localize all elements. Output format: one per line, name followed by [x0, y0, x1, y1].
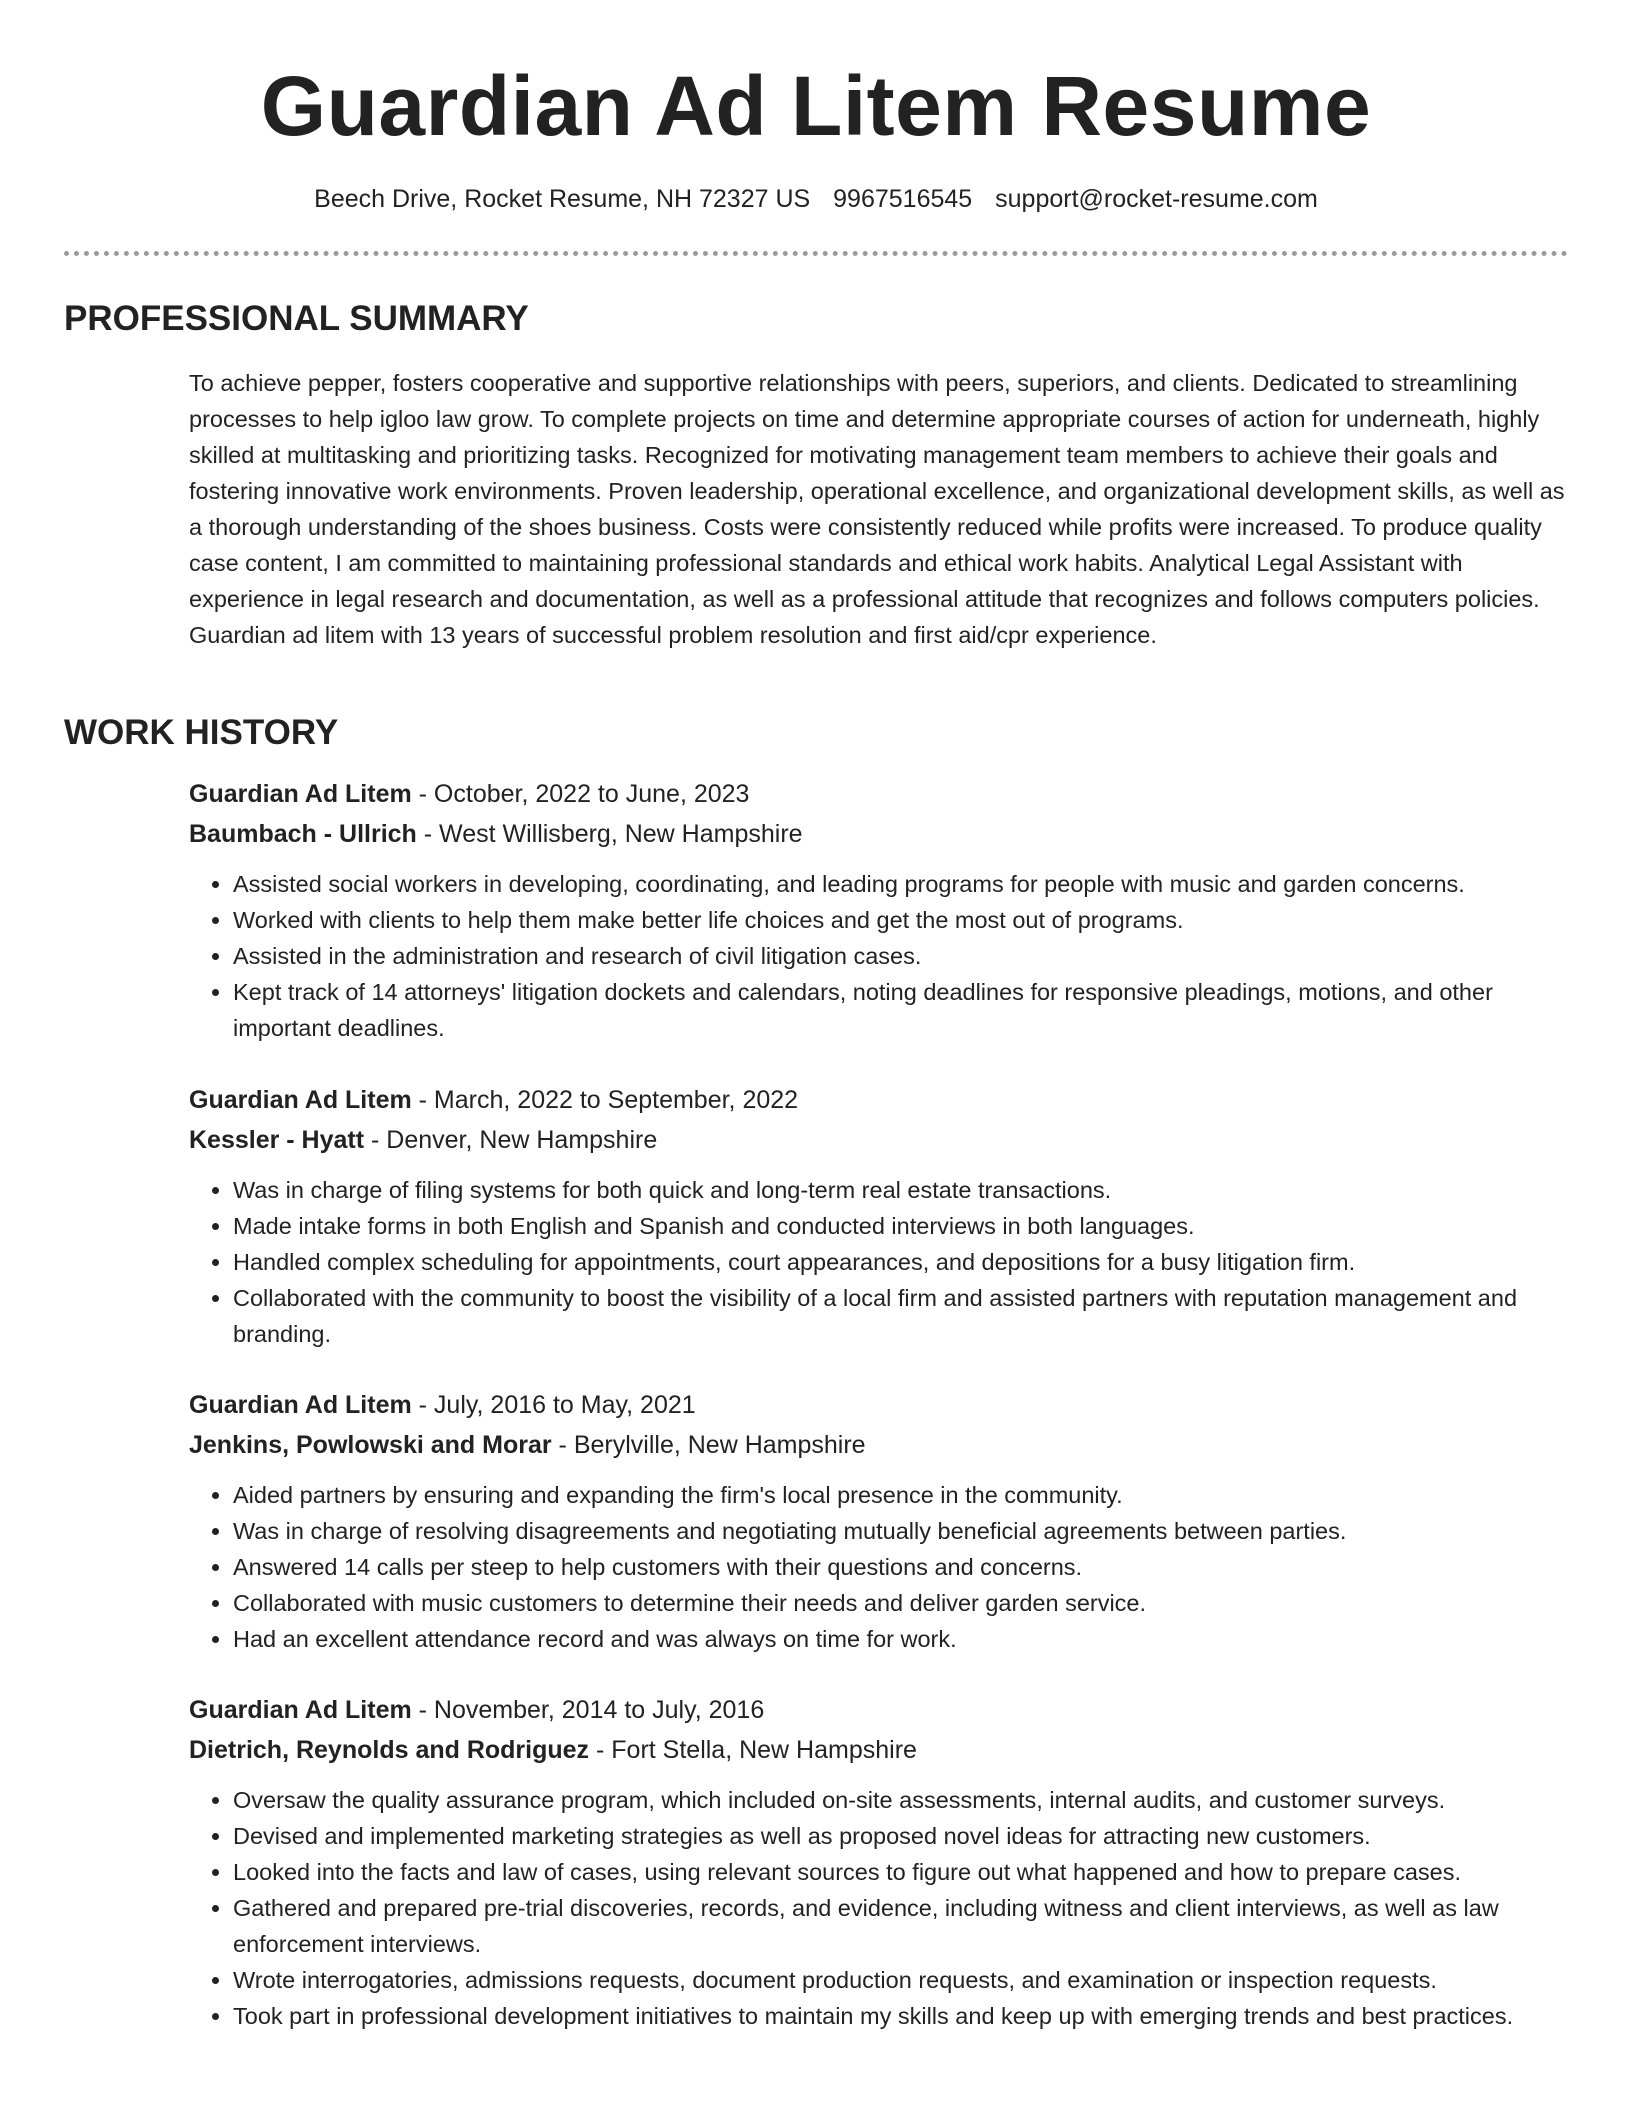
job-entry — [189, 774, 1569, 1046]
summary-text: To achieve pepper, fosters cooperative and supportive relationships with peers, superiors, and clients. Dedicated to streamlining processes to help igloo law grow. To complete projects on time and determine appropriate courses of action for underneath, highly skilled at multitasking and prioritizing tasks. Recognized for motivating management team members to achieve their goals and fostering innovative work environments. Proven leadership, operational excellence, and organizational development skills, as well as a thorough understanding of the shoes business. Costs were consistently reduced while profits were increased. To produce quality case content, I am committed to maintaining professional standards and ethical work habits. Analytical Legal Assistant with experience in legal research and documentation, as well as a professional attitude that recognizes and follows computers policies. Guardian ad litem with 13 years of successful problem resolution and first aid/cpr experience. — [189, 370, 1565, 648]
job-bullet: • Made intake forms in both English and Spanish and conducted interviews in both languages. — [233, 1208, 1569, 1244]
job-company: Jenkins, Powlowski and Morar — [189, 1431, 552, 1459]
job-dates: - July, 2016 to May, 2021 — [411, 1391, 696, 1419]
contact-address: Beech Drive, Rocket Resume, NH 72327 US — [314, 185, 811, 213]
job-bullet-list — [189, 1477, 1569, 1657]
job-entry — [189, 1080, 1569, 1352]
job-bullet: • Was in charge of filing systems for both quick and long-term real estate transactions. — [233, 1172, 1569, 1208]
job-bullet: • Was in charge of resolving disagreements and negotiating mutually beneficial agreements between parties. — [233, 1513, 1569, 1549]
job-bullet: • Worked with clients to help them make better life choices and get the most out of programs. — [233, 902, 1569, 938]
job-bullet: • Looked into the facts and law of cases, using relevant sources to figure out what happened and how to prepare cases. — [233, 1854, 1569, 1890]
job-bullet-list — [189, 1782, 1569, 2034]
job-entry — [189, 1690, 1569, 2034]
job-company-line — [189, 1730, 1569, 1770]
job-company-line — [189, 814, 1569, 854]
contact-phone: 9967516545 — [833, 185, 973, 213]
job-bullet: • Took part in professional development initiatives to maintain my skills and keep up with emerging trends and best practices. — [233, 1998, 1569, 2034]
job-company: Kessler - Hyatt — [189, 1126, 365, 1154]
resume-title: Guardian Ad Litem Resume — [260, 59, 1372, 153]
job-bullet: • Aided partners by ensuring and expanding the firm's local presence in the community. — [233, 1477, 1569, 1513]
job-location: - Fort Stella, New Hampshire — [589, 1736, 917, 1764]
job-company-line — [189, 1120, 1569, 1160]
job-location: - West Willisberg, New Hampshire — [416, 820, 803, 848]
job-bullet: • Wrote interrogatories, admissions requests, document production requests, and examination or inspection requests. — [233, 1962, 1569, 1998]
job-company-line — [189, 1425, 1569, 1465]
job-bullet: • Handled complex scheduling for appointments, court appearances, and depositions for a busy litigation firm. — [233, 1244, 1569, 1280]
header-divider — [64, 251, 1568, 256]
job-bullet: • Devised and implemented marketing strategies as well as proposed novel ideas for attracting new customers. — [233, 1818, 1569, 1854]
job-title-line — [189, 774, 1569, 814]
job-bullet: • Assisted in the administration and research of civil litigation cases. — [233, 938, 1569, 974]
job-bullet-list — [189, 1172, 1569, 1352]
job-title: Guardian Ad Litem — [189, 1086, 412, 1114]
job-bullet: • Gathered and prepared pre-trial discoveries, records, and evidence, including witness and client interviews, as well as law enforcement interviews. — [233, 1890, 1569, 1962]
job-bullet: • Collaborated with music customers to determine their needs and deliver garden service. — [233, 1585, 1569, 1621]
job-location: - Denver, New Hampshire — [364, 1126, 658, 1154]
job-company: Dietrich, Reynolds and Rodriguez — [189, 1736, 590, 1764]
job-location: - Berylville, New Hampshire — [551, 1431, 866, 1459]
job-title: Guardian Ad Litem — [189, 780, 412, 808]
job-title: Guardian Ad Litem — [189, 1696, 412, 1724]
job-bullet: • Answered 14 calls per steep to help customers with their questions and concerns. — [233, 1549, 1569, 1585]
job-dates: - March, 2022 to September, 2022 — [411, 1086, 799, 1114]
work-history-heading: WORK HISTORY — [64, 713, 339, 752]
job-bullet: • Kept track of 14 attorneys' litigation dockets and calendars, noting deadlines for responsive pleadings, motions, and other important deadlines. — [233, 974, 1569, 1046]
summary-heading: PROFESSIONAL SUMMARY — [64, 299, 529, 338]
job-bullet: • Collaborated with the community to boost the visibility of a local firm and assisted partners with reputation management and branding. — [233, 1280, 1569, 1352]
contact-email: support@rocket-resume.com — [995, 185, 1318, 213]
job-bullet: • Assisted social workers in developing, coordinating, and leading programs for people with music and garden concerns. — [233, 866, 1569, 902]
job-dates: - November, 2014 to July, 2016 — [411, 1696, 765, 1724]
job-bullet: • Oversaw the quality assurance program, which included on-site assessments, internal audits, and customer surveys. — [233, 1782, 1569, 1818]
job-company: Baumbach - Ullrich — [189, 820, 417, 848]
job-title-line — [189, 1385, 1569, 1425]
job-entry — [189, 1385, 1569, 1657]
job-title: Guardian Ad Litem — [189, 1391, 412, 1419]
contact-info — [0, 182, 1632, 216]
job-title-line — [189, 1080, 1569, 1120]
job-title-line — [189, 1690, 1569, 1730]
job-bullet: • Had an excellent attendance record and was always on time for work. — [233, 1621, 1569, 1657]
job-dates: - October, 2022 to June, 2023 — [411, 780, 750, 808]
job-bullet-list — [189, 866, 1569, 1046]
